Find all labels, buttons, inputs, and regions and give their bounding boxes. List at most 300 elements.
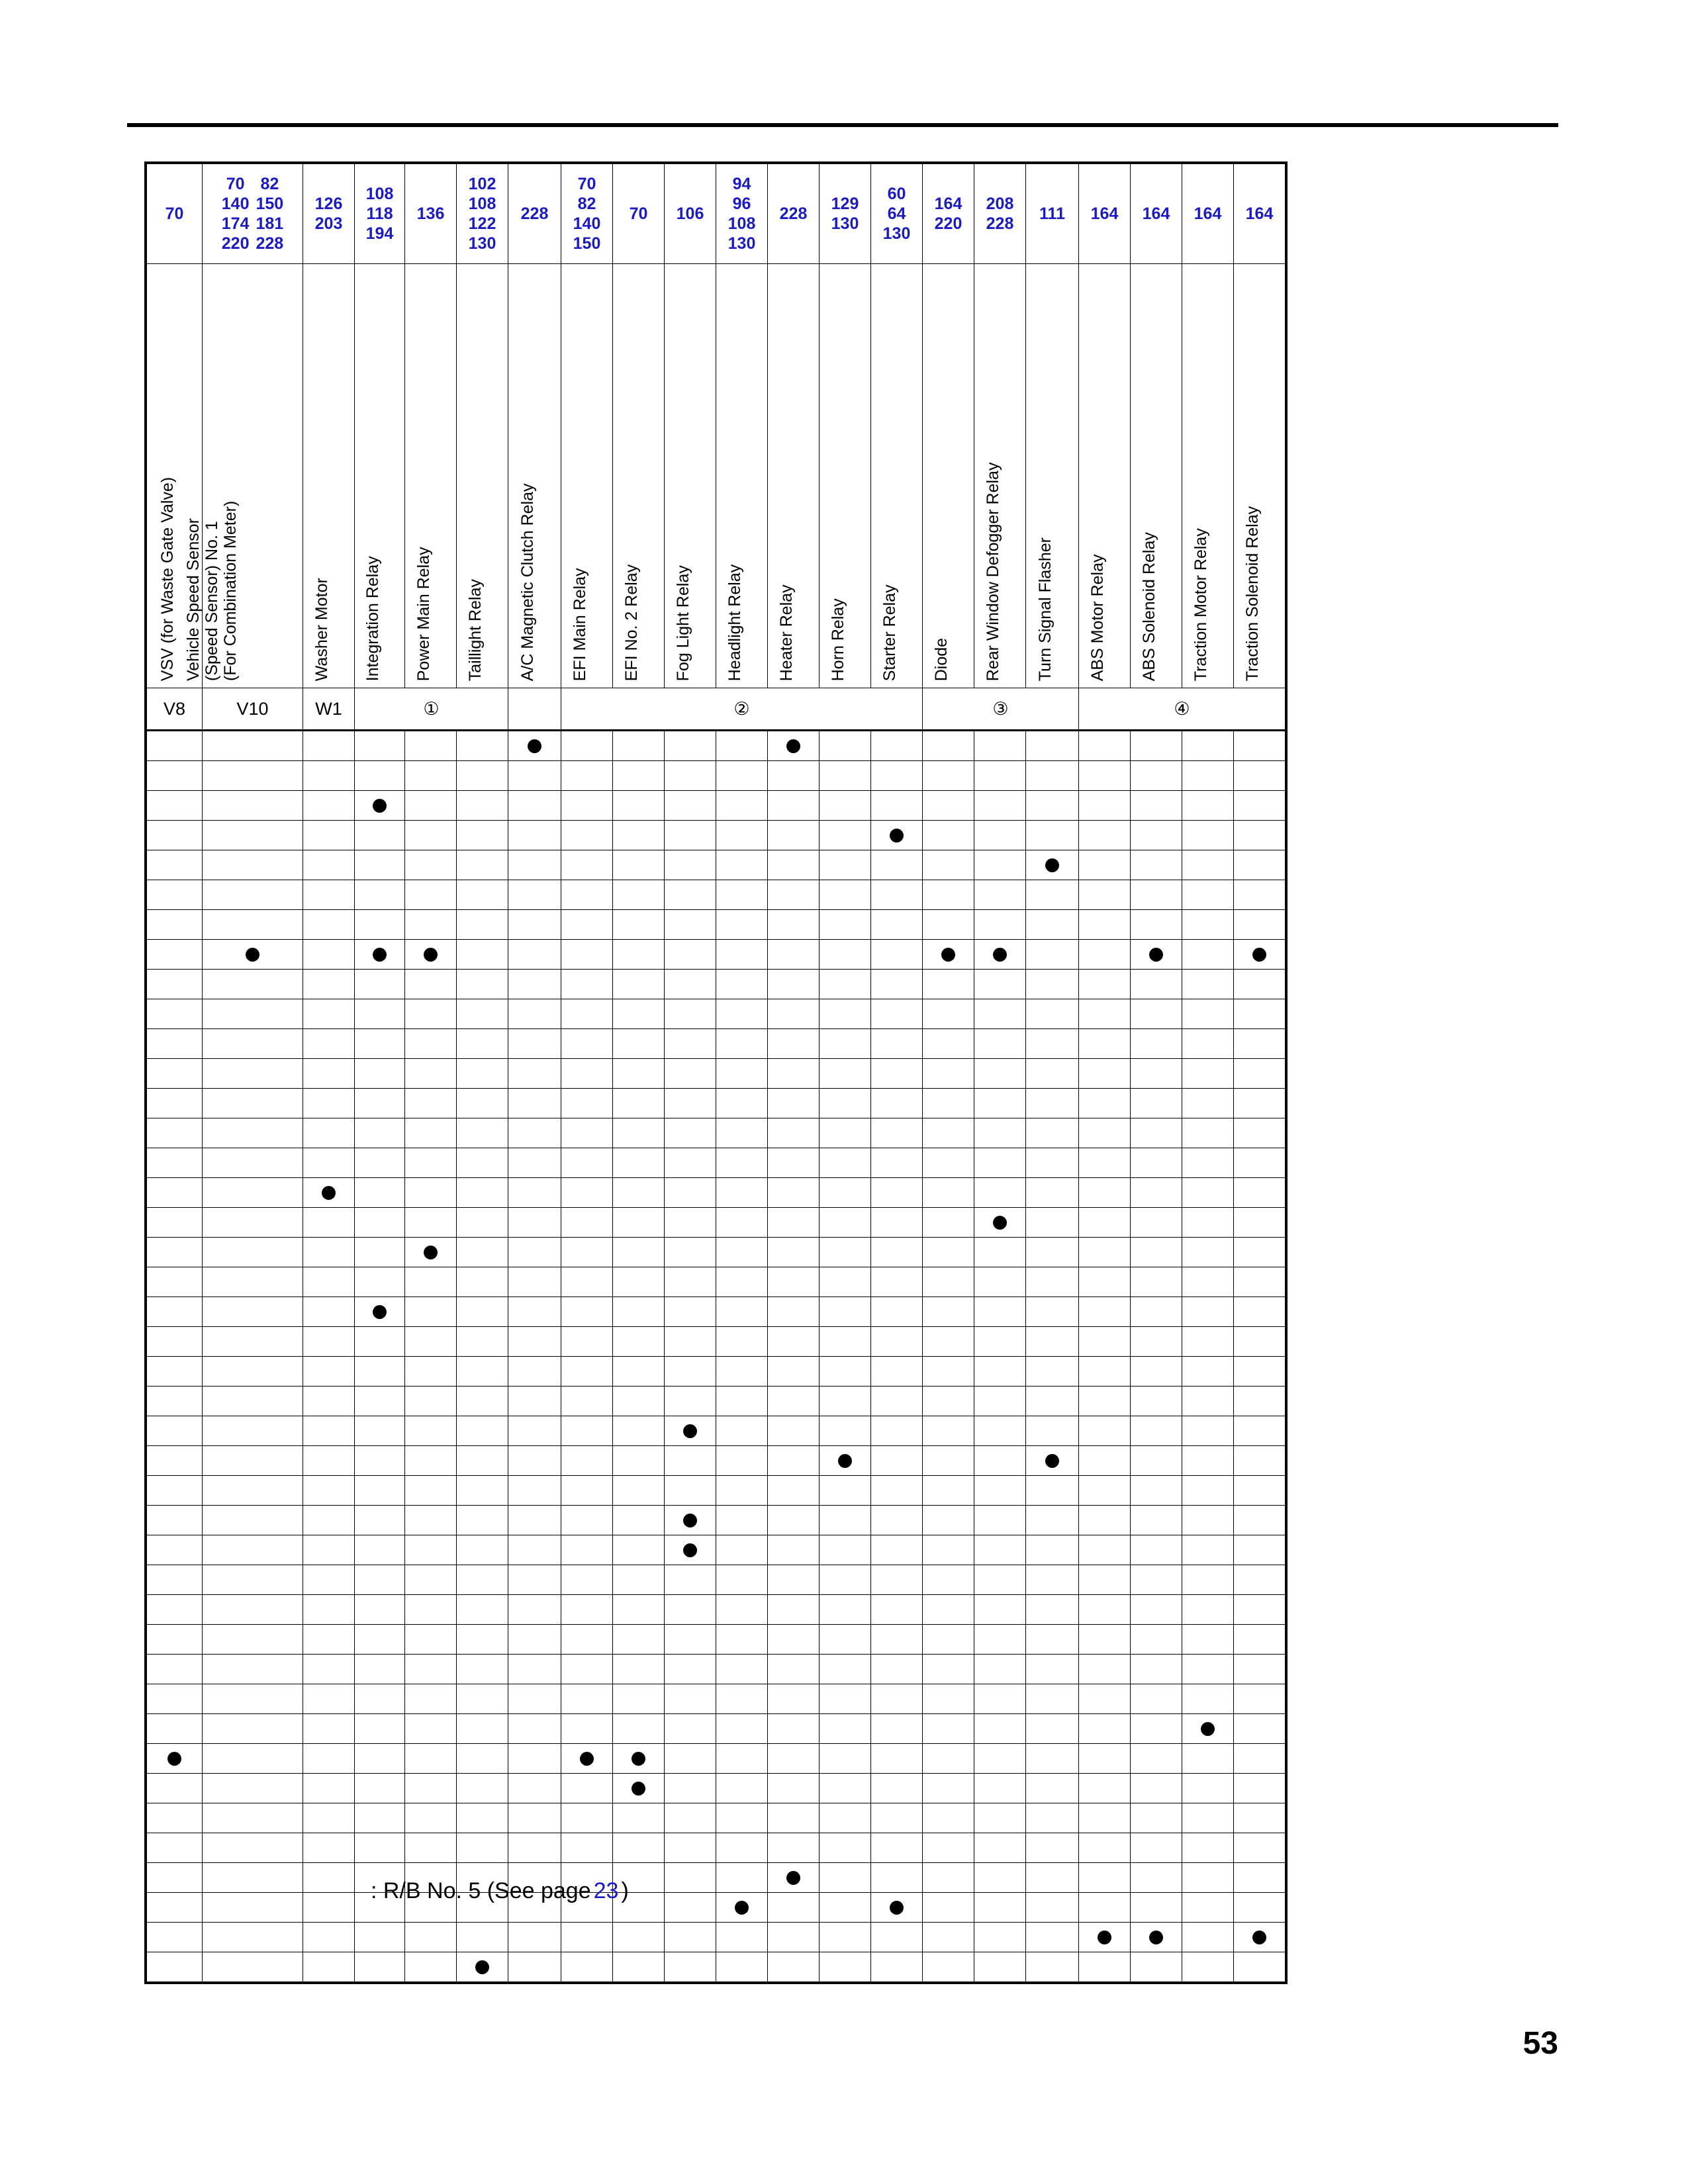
component-label: A/C Magnetic Clutch Relay [518, 483, 537, 681]
matrix-cell [508, 1267, 561, 1297]
matrix-cell [355, 1327, 405, 1357]
matrix-cell [1079, 1952, 1131, 1982]
matrix-cell [1079, 1535, 1131, 1565]
matrix-cell [1234, 1297, 1286, 1327]
caption-page-ref[interactable]: 23 [593, 1878, 619, 1903]
matrix-cell [1079, 940, 1131, 970]
matrix-cell [147, 1506, 203, 1535]
matrix-cell [716, 1684, 768, 1714]
matrix-cell [203, 1208, 303, 1238]
matrix-cell [871, 761, 923, 791]
matrix-cell [1182, 1297, 1234, 1327]
matrix-cell [1182, 1535, 1234, 1565]
matrix-cell [147, 1416, 203, 1446]
group-cell: ③ [923, 688, 1079, 731]
matrix-cell [147, 1803, 203, 1833]
matrix-cell [871, 1118, 923, 1148]
matrix-cell [665, 1714, 716, 1744]
matrix-cell [820, 1476, 871, 1506]
matrix-cell [1182, 1595, 1234, 1625]
matrix-cell [1234, 1446, 1286, 1476]
matrix-cell [1026, 1744, 1079, 1774]
code-cell: 106 [665, 164, 716, 264]
matrix-cell [561, 1297, 613, 1327]
matrix-cell [508, 1118, 561, 1148]
matrix-cell [1182, 1238, 1234, 1267]
matrix-cell [303, 1327, 355, 1357]
matrix-cell [613, 1387, 665, 1416]
matrix-cell [147, 761, 203, 791]
matrix-cell [1234, 1535, 1286, 1565]
matrix-cell [405, 791, 457, 821]
matrix-cell [561, 1118, 613, 1148]
matrix-cell [355, 1803, 405, 1833]
code-cell: 126 203 [303, 164, 355, 264]
matrix-cell [561, 1238, 613, 1267]
matrix-cell [457, 1952, 508, 1982]
matrix-cell [1182, 731, 1234, 761]
matrix-cell [716, 791, 768, 821]
matrix-cell [871, 1714, 923, 1744]
matrix-cell [768, 1684, 820, 1714]
matrix-cell [923, 1327, 974, 1357]
matrix-cell [203, 761, 303, 791]
matrix-cell [457, 1387, 508, 1416]
matrix-cell [871, 1923, 923, 1952]
matrix-cell [561, 821, 613, 850]
matrix-cell [508, 1803, 561, 1833]
matrix-cell [203, 791, 303, 821]
matrix-cell [508, 1208, 561, 1238]
matrix-cell [768, 940, 820, 970]
code-cell: 129 130 [820, 164, 871, 264]
matrix-cell [613, 910, 665, 940]
matrix-cell [1026, 970, 1079, 999]
matrix-cell [405, 1774, 457, 1803]
matrix-cell [820, 910, 871, 940]
group-row [147, 688, 1286, 731]
matrix-cell [871, 731, 923, 761]
matrix-cell [303, 1387, 355, 1416]
matrix-cell [405, 1387, 457, 1416]
matrix-cell [203, 1476, 303, 1506]
matrix-cell [1079, 1148, 1131, 1178]
table-row [147, 731, 1286, 761]
matrix-cell [508, 1029, 561, 1059]
matrix-cell [665, 1923, 716, 1952]
matrix-cell [1026, 1416, 1079, 1446]
component-label-cell [1026, 264, 1079, 688]
matrix-cell [1182, 1774, 1234, 1803]
matrix-cell [1131, 940, 1182, 970]
matrix-cell [613, 1416, 665, 1446]
connection-dot [683, 1543, 697, 1557]
matrix-cell [768, 910, 820, 940]
matrix-cell [203, 1655, 303, 1684]
matrix-cell [457, 1744, 508, 1774]
header-rule [127, 123, 1558, 127]
component-label: Washer Motor [312, 577, 331, 681]
matrix-cell [613, 1506, 665, 1535]
matrix-cell [1234, 1684, 1286, 1714]
matrix-cell [1234, 1148, 1286, 1178]
matrix-cell [1026, 1774, 1079, 1803]
matrix-cell [1234, 1178, 1286, 1208]
matrix-cell [871, 1803, 923, 1833]
matrix-cell [1026, 880, 1079, 910]
matrix-cell [613, 1803, 665, 1833]
matrix-cell [203, 1327, 303, 1357]
matrix-cell [355, 821, 405, 850]
matrix-cell [974, 1267, 1026, 1297]
matrix-cell [613, 1208, 665, 1238]
matrix-cell [1026, 850, 1079, 880]
matrix-cell [665, 1833, 716, 1863]
matrix-cell [716, 1774, 768, 1803]
matrix-cell [561, 1684, 613, 1714]
matrix-cell [1182, 1357, 1234, 1387]
matrix-cell [820, 1833, 871, 1863]
matrix-cell [1131, 999, 1182, 1029]
matrix-cell [405, 761, 457, 791]
matrix-cell [923, 999, 974, 1029]
matrix-cell [147, 1118, 203, 1148]
connection-dot [786, 739, 800, 753]
matrix-cell [1234, 1118, 1286, 1148]
matrix-cell [1079, 1059, 1131, 1089]
matrix-cell [508, 1476, 561, 1506]
matrix-cell [665, 850, 716, 880]
matrix-cell [974, 999, 1026, 1029]
matrix-cell [1079, 761, 1131, 791]
component-label: VSV (for Waste Gate Valve) [158, 477, 177, 681]
matrix-cell [561, 1803, 613, 1833]
matrix-cell [1026, 1327, 1079, 1357]
matrix-cell [768, 1476, 820, 1506]
matrix-cell [203, 1595, 303, 1625]
matrix-cell [405, 1118, 457, 1148]
matrix-cell [1026, 1148, 1079, 1178]
matrix-cell [1079, 1565, 1131, 1595]
matrix-cell [974, 1148, 1026, 1178]
matrix-cell [457, 1625, 508, 1655]
code-cell: 94 96 108 130 [716, 164, 768, 264]
matrix-cell [457, 1357, 508, 1387]
matrix-cell [768, 1803, 820, 1833]
matrix-cell [768, 1863, 820, 1893]
matrix-cell [974, 910, 1026, 940]
matrix-cell [768, 1535, 820, 1565]
matrix-cell [871, 850, 923, 880]
matrix-cell [665, 1476, 716, 1506]
matrix-cell [1182, 970, 1234, 999]
code-row [147, 164, 1286, 264]
matrix-cell [1079, 880, 1131, 910]
code-cell: 70 [613, 164, 665, 264]
matrix-cell [1131, 1595, 1182, 1625]
matrix-cell [405, 1148, 457, 1178]
matrix-cell [508, 1625, 561, 1655]
matrix-cell [1079, 1655, 1131, 1684]
matrix-cell [665, 1267, 716, 1297]
matrix-cell [923, 850, 974, 880]
matrix-cell [923, 1208, 974, 1238]
matrix-cell [303, 940, 355, 970]
matrix-cell [871, 880, 923, 910]
matrix-cell [457, 1506, 508, 1535]
matrix-cell [613, 1178, 665, 1208]
matrix-cell [355, 1297, 405, 1327]
matrix-cell [561, 1059, 613, 1089]
matrix-cell [716, 1744, 768, 1774]
matrix-cell [303, 1178, 355, 1208]
matrix-cell [508, 880, 561, 910]
table-row [147, 1744, 1286, 1774]
matrix-cell [303, 1446, 355, 1476]
matrix-cell [405, 1714, 457, 1744]
matrix-cell [355, 1357, 405, 1387]
matrix-cell [203, 1267, 303, 1297]
matrix-cell [1131, 970, 1182, 999]
component-label-cell [974, 264, 1026, 688]
matrix-cell [1131, 1148, 1182, 1178]
matrix-cell [665, 1952, 716, 1982]
matrix-cell [716, 731, 768, 761]
matrix-cell [508, 791, 561, 821]
matrix-cell [355, 1208, 405, 1238]
matrix-cell [303, 731, 355, 761]
matrix-cell [1131, 1684, 1182, 1714]
matrix-cell [405, 1178, 457, 1208]
matrix-cell [147, 1089, 203, 1118]
matrix-cell [665, 1416, 716, 1446]
matrix-cell [1079, 1803, 1131, 1833]
matrix-cell [1131, 1803, 1182, 1833]
code-cell: 70 [147, 164, 203, 264]
matrix-cell [303, 1863, 355, 1893]
matrix-cell [405, 1267, 457, 1297]
matrix-cell [1026, 1893, 1079, 1923]
matrix-cell [1131, 1476, 1182, 1506]
matrix-cell [457, 1118, 508, 1148]
matrix-cell [1234, 1416, 1286, 1446]
matrix-cell [923, 1029, 974, 1059]
matrix-cell [923, 1416, 974, 1446]
matrix-cell [203, 1506, 303, 1535]
component-label-cell [184, 264, 303, 688]
component-label-cell [1234, 264, 1286, 688]
matrix-cell [665, 1089, 716, 1118]
matrix-cell [405, 1357, 457, 1387]
matrix-cell [203, 999, 303, 1029]
matrix-cell [871, 999, 923, 1029]
matrix-cell [974, 880, 1026, 910]
matrix-cell [820, 1267, 871, 1297]
matrix-cell [716, 1714, 768, 1744]
matrix-cell [1234, 791, 1286, 821]
matrix-cell [974, 850, 1026, 880]
matrix-cell [508, 1089, 561, 1118]
group-cell: V8 [147, 688, 203, 731]
matrix-cell [1131, 1416, 1182, 1446]
matrix-cell [508, 1297, 561, 1327]
matrix-cell [1234, 731, 1286, 761]
matrix-cell [613, 970, 665, 999]
matrix-cell [974, 1923, 1026, 1952]
matrix-cell [768, 1118, 820, 1148]
component-label: Horn Relay [828, 598, 847, 681]
matrix-cell [768, 850, 820, 880]
matrix-cell [508, 1059, 561, 1089]
matrix-cell [665, 1595, 716, 1625]
matrix-cell [355, 791, 405, 821]
matrix-cell [665, 940, 716, 970]
matrix-cell [147, 821, 203, 850]
component-label-cell [820, 264, 871, 688]
matrix-cell [457, 1208, 508, 1238]
matrix-cell [1182, 1267, 1234, 1297]
matrix-cell [716, 1446, 768, 1476]
table-row [147, 1208, 1286, 1238]
matrix-cell [974, 1744, 1026, 1774]
matrix-cell [923, 1774, 974, 1803]
matrix-cell [768, 1506, 820, 1535]
component-label: EFI Main Relay [570, 568, 589, 681]
matrix-cell [768, 1178, 820, 1208]
component-label-cell [871, 264, 923, 688]
connection-dot [838, 1454, 852, 1468]
matrix-cell [1131, 850, 1182, 880]
matrix-cell [923, 761, 974, 791]
matrix-cell [405, 850, 457, 880]
matrix-cell [457, 761, 508, 791]
matrix-cell [1182, 1446, 1234, 1476]
matrix-cell [203, 880, 303, 910]
matrix-cell [665, 1535, 716, 1565]
matrix-cell [974, 970, 1026, 999]
component-label: Power Main Relay [414, 547, 433, 681]
matrix-cell [1131, 1208, 1182, 1238]
matrix-cell [457, 731, 508, 761]
component-label-cell [1079, 264, 1131, 688]
matrix-cell [203, 1297, 303, 1327]
matrix-cell [613, 1476, 665, 1506]
matrix-cell [508, 970, 561, 999]
matrix-cell [820, 1535, 871, 1565]
component-label-cell [923, 264, 974, 688]
matrix-cell [508, 1148, 561, 1178]
matrix-cell [768, 1208, 820, 1238]
matrix-cell [303, 1118, 355, 1148]
matrix-cell [974, 940, 1026, 970]
matrix-cell [923, 1297, 974, 1327]
matrix-cell [613, 850, 665, 880]
matrix-cell [768, 880, 820, 910]
matrix-cell [820, 1774, 871, 1803]
matrix-cell [405, 731, 457, 761]
matrix-cell [1079, 1684, 1131, 1714]
table-row [147, 1476, 1286, 1506]
matrix-cell [1182, 1178, 1234, 1208]
matrix-cell [1234, 1208, 1286, 1238]
matrix-cell [1234, 821, 1286, 850]
matrix-cell [716, 1089, 768, 1118]
matrix-cell [561, 1148, 613, 1178]
matrix-cell [716, 1535, 768, 1565]
matrix-cell [1079, 1833, 1131, 1863]
component-label-cell [457, 264, 508, 688]
matrix-cell [974, 1118, 1026, 1148]
matrix-cell [974, 1803, 1026, 1833]
matrix-cell [1182, 999, 1234, 1029]
table-row [147, 910, 1286, 940]
matrix-cell [457, 880, 508, 910]
matrix-cell [1234, 1893, 1286, 1923]
matrix-cell [303, 1565, 355, 1595]
matrix-cell [508, 1952, 561, 1982]
matrix-cell [923, 910, 974, 940]
matrix-cell [1079, 1774, 1131, 1803]
matrix-cell [561, 970, 613, 999]
matrix-cell [974, 1863, 1026, 1893]
matrix-cell [1079, 970, 1131, 999]
matrix-cell [508, 1923, 561, 1952]
matrix-cell [923, 880, 974, 910]
matrix-cell [1026, 1357, 1079, 1387]
matrix-cell [1234, 940, 1286, 970]
relay-matrix-table [144, 161, 1288, 1984]
matrix-cell [1131, 1178, 1182, 1208]
matrix-cell [355, 1118, 405, 1148]
matrix-cell [871, 1327, 923, 1357]
matrix-cell [871, 1148, 923, 1178]
matrix-cell [1131, 1506, 1182, 1535]
connection-dot [322, 1186, 336, 1200]
matrix-cell [355, 1923, 405, 1952]
matrix-cell [457, 1327, 508, 1357]
matrix-cell [1131, 1267, 1182, 1297]
matrix-cell [147, 1476, 203, 1506]
component-label-cell [508, 264, 561, 688]
matrix-cell [1131, 1833, 1182, 1863]
matrix-cell [405, 1923, 457, 1952]
connection-dot [735, 1901, 749, 1915]
matrix-cell [1026, 1655, 1079, 1684]
matrix-cell [1026, 1833, 1079, 1863]
matrix-cell [1131, 1297, 1182, 1327]
matrix-cell [665, 1327, 716, 1357]
matrix-cell [203, 850, 303, 880]
matrix-cell [768, 1655, 820, 1684]
matrix-cell [974, 1506, 1026, 1535]
matrix [146, 163, 1286, 1982]
matrix-cell [768, 821, 820, 850]
matrix-cell [457, 1059, 508, 1089]
matrix-cell [1079, 1446, 1131, 1476]
matrix-cell [355, 1774, 405, 1803]
matrix-cell [665, 1238, 716, 1267]
matrix-cell [203, 1238, 303, 1267]
matrix-cell [355, 1595, 405, 1625]
matrix-cell [820, 1118, 871, 1148]
matrix-cell [974, 821, 1026, 850]
matrix-cell [665, 1357, 716, 1387]
matrix-cell [923, 821, 974, 850]
matrix-cell [820, 821, 871, 850]
matrix-cell [1234, 1267, 1286, 1297]
matrix-cell [974, 1029, 1026, 1059]
matrix-cell [820, 1357, 871, 1387]
